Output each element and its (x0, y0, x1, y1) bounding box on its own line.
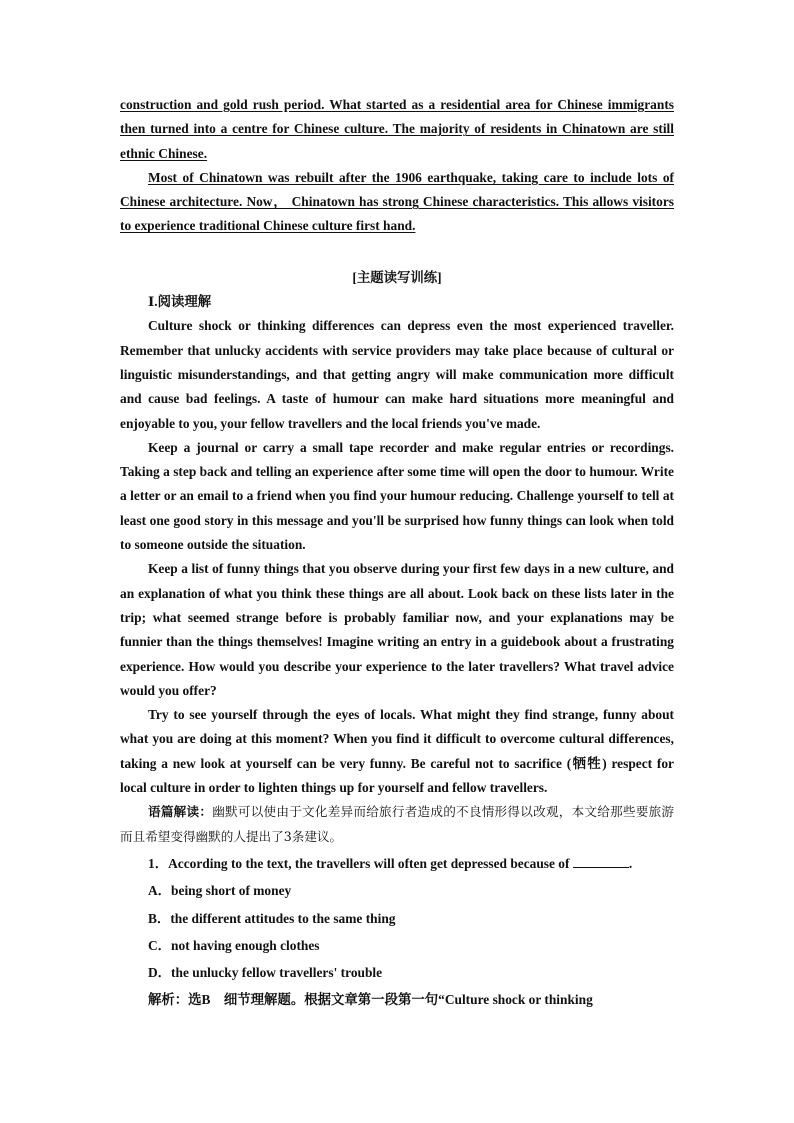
analysis-text: 幽默可以使由于文化差异而给旅行者造成的不良情形得以改观，本文给那些要旅游而且希望变得幽默的人提出了3条建议。 (120, 804, 675, 844)
passage-paragraph-1: Culture shock or thinking differences can depress even the most experienced traveller. Remember that unlucky accidents with service providers may take place because of cultural or linguistic misunderstandings, and that getting angry will make communication more difficult and cause bad feelings. A taste of humour can make hard situations more meaningful and enjoyable to you, your fellow travellers and the local friends you've made. (120, 318, 674, 431)
passage-paragraph-3: Keep a list of funny things that you observe during your first few days in a new culture, and an explanation of what you think these things are all about. Look back on these lists later in the trip; what seemed strange before is probably familiar now, and your explanations may be funnier than the things themselves! Imagine writing an entry in a guidebook about a frustrating experience. How would you describe your experience to the later travellers? What travel advice would you offer? (120, 561, 674, 698)
option-a: A．being short of money (148, 883, 292, 899)
analysis-label: 语篇解读： (148, 804, 213, 820)
passage-analysis (120, 800, 674, 849)
reading-comprehension-heading: Ⅰ.阅读理解 (148, 294, 212, 310)
option-d: D．the unlucky fellow travellers' trouble (148, 965, 383, 981)
answer-label: 解析： (148, 992, 189, 1008)
passage-paragraph-2: Keep a journal or carry a small tape recorder and make regular entries or recordings. Taking a step back and telling an experience after some time will open the door to humour. Write a letter or an email to a friend when you find your humour reducing. Challenge yourself to tell at least one good story in this message and you'll be surprised how funny things can look when told to someone outside the situation. (120, 439, 674, 553)
question-1-stem-end: . (628, 855, 633, 871)
question-1-stem: 1．According to the text, the travellers will often get depressed because of (148, 855, 573, 871)
answer-blank (573, 855, 629, 868)
answer-explanation (120, 988, 674, 1012)
question-1 (120, 852, 674, 876)
section-title: [主题读写训练] (352, 269, 442, 285)
passage-paragraph-4: Try to see yourself through the eyes of locals. What might they find strange, funny about what you are doing at this moment? When you find it difficult to overcome cultural differences, taking a new look at yourself can be very funny. Be careful not to sacrifice (牺牲) respect for local culture in order to lighten things up for yourself and fellow travellers. (120, 707, 674, 796)
intro-paragraph-1: construction and gold rush period. What started as a residential area for Chinese immigrants then turned into a centre for Chinese culture. The majority of residents in Chinatown are still ethnic Chinese. (120, 97, 674, 161)
option-b: B．the different attitudes to the same thing (148, 910, 396, 926)
answer-text: 选B 细节理解题。根据文章第一段第一句“Culture shock or thinking (188, 992, 593, 1008)
option-c: C．not having enough clothes (148, 937, 320, 953)
document-body (120, 93, 674, 1013)
intro-paragraph-2: Most of Chinatown was rebuilt after the 1906 earthquake, taking care to include lots of Chinese architecture. Now， Chinatown has strong Chinese characteristics. This allows visitors to experience traditional Chinese culture first hand. (120, 169, 674, 234)
